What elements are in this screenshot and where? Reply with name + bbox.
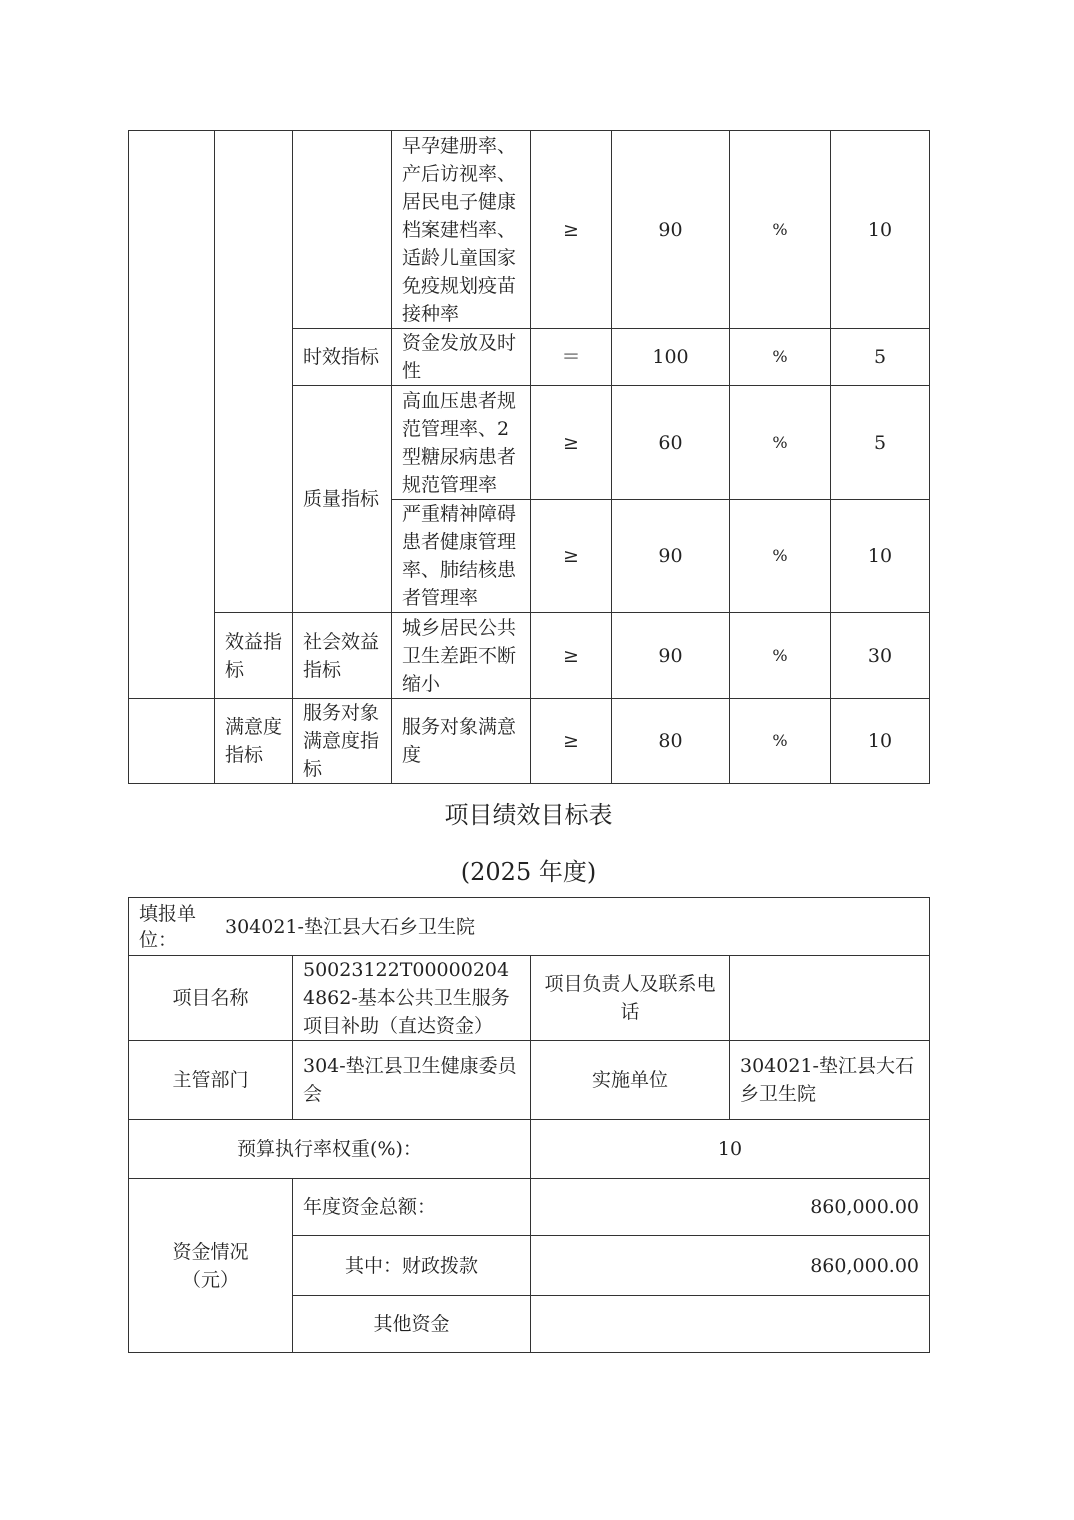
indicator-score: 30: [831, 613, 930, 699]
level3-cell: 服务对象满意度指标: [293, 699, 392, 784]
table-row: [129, 956, 930, 1041]
indicator-operator: ≥: [531, 699, 612, 784]
indicator-unit: %: [730, 613, 831, 699]
indicator-value: 90: [612, 500, 730, 613]
impl-label: 实施单位: [531, 1041, 730, 1120]
indicator-value: 80: [612, 699, 730, 784]
indicator-name: 服务对象满意度: [392, 699, 531, 784]
indicator-value: 90: [612, 613, 730, 699]
fiscal-value: 860,000.00: [531, 1236, 930, 1296]
indicator-name: 高血压患者规范管理率、2型糖尿病患者规范管理率: [392, 386, 531, 500]
level2-cell: 效益指标: [215, 613, 293, 699]
indicator-score: 10: [831, 699, 930, 784]
indicator-unit: %: [730, 500, 831, 613]
fiscal-label: 其中：财政拨款: [293, 1236, 531, 1296]
level1-cell: [129, 131, 215, 699]
fund-label: 资金情况（元）: [129, 1179, 293, 1353]
contact-value: [730, 956, 930, 1041]
impl-value: 304021-垫江县大石乡卫生院: [730, 1041, 930, 1120]
annual-total-label: 年度资金总额：: [293, 1179, 531, 1236]
other-fund-value: [531, 1296, 930, 1353]
indicator-unit: %: [730, 699, 831, 784]
dept-label: 主管部门: [129, 1041, 293, 1120]
level3-cell: 时效指标: [293, 329, 392, 386]
reporting-unit-value: 304021-垫江县大石乡卫生院: [225, 915, 475, 938]
indicator-value: 90: [612, 131, 730, 329]
indicator-operator: ≥: [531, 386, 612, 500]
indicator-value: 60: [612, 386, 730, 500]
other-fund-label: 其他资金: [293, 1296, 531, 1353]
table-row: [129, 1179, 930, 1236]
level1-cell: [129, 699, 215, 784]
level3-cell: [293, 131, 392, 329]
table-row: [129, 131, 930, 329]
table-row: [129, 1041, 930, 1120]
reporting-unit-label: 填报单位：: [139, 902, 197, 951]
table-row: [129, 699, 930, 784]
indicator-value: 100: [612, 329, 730, 386]
indicator-operator: ≥: [531, 131, 612, 329]
table-row: [129, 898, 930, 956]
level2-cell: 满意度指标: [215, 699, 293, 784]
indicator-unit: %: [730, 329, 831, 386]
indicator-name: 严重精神障碍患者健康管理率、肺结核患者管理率: [392, 500, 531, 613]
indicator-unit: %: [730, 386, 831, 500]
level3-cell: 社会效益指标: [293, 613, 392, 699]
form-title: 项目绩效目标表: [444, 801, 613, 829]
table-row: [129, 613, 930, 699]
indicator-operator: ＝: [531, 329, 612, 386]
indicator-name: 早孕建册率、产后访视率、居民电子健康档案建档率、适龄儿童国家免疫规划疫苗接种率: [392, 131, 531, 329]
indicator-name: 资金发放及时性: [392, 329, 531, 386]
indicator-unit: %: [730, 131, 831, 329]
level3-cell: 质量指标: [293, 386, 392, 613]
indicator-operator: ≥: [531, 613, 612, 699]
indicator-table: [128, 130, 930, 784]
indicator-name: 城乡居民公共卫生差距不断缩小: [392, 613, 531, 699]
indicator-score: 5: [831, 329, 930, 386]
indicator-score: 10: [831, 131, 930, 329]
level2-cell: [215, 131, 293, 613]
project-name-value: 50023122T000002044862-基本公共卫生服务项目补助（直达资金）: [293, 956, 531, 1041]
reporting-unit-row: [129, 898, 930, 956]
project-form-table: [128, 897, 930, 1353]
weight-label: 预算执行率权重(%)：: [129, 1120, 531, 1179]
weight-value: 10: [531, 1120, 930, 1179]
form-year: (2025 年度): [460, 858, 597, 886]
table-row: [129, 1120, 930, 1179]
indicator-operator: ≥: [531, 500, 612, 613]
annual-total-value: 860,000.00: [531, 1179, 930, 1236]
indicator-score: 10: [831, 500, 930, 613]
contact-label: 项目负责人及联系电话: [531, 956, 730, 1041]
dept-value: 304-垫江县卫生健康委员会: [293, 1041, 531, 1120]
project-name-label: 项目名称: [129, 956, 293, 1041]
indicator-score: 5: [831, 386, 930, 500]
